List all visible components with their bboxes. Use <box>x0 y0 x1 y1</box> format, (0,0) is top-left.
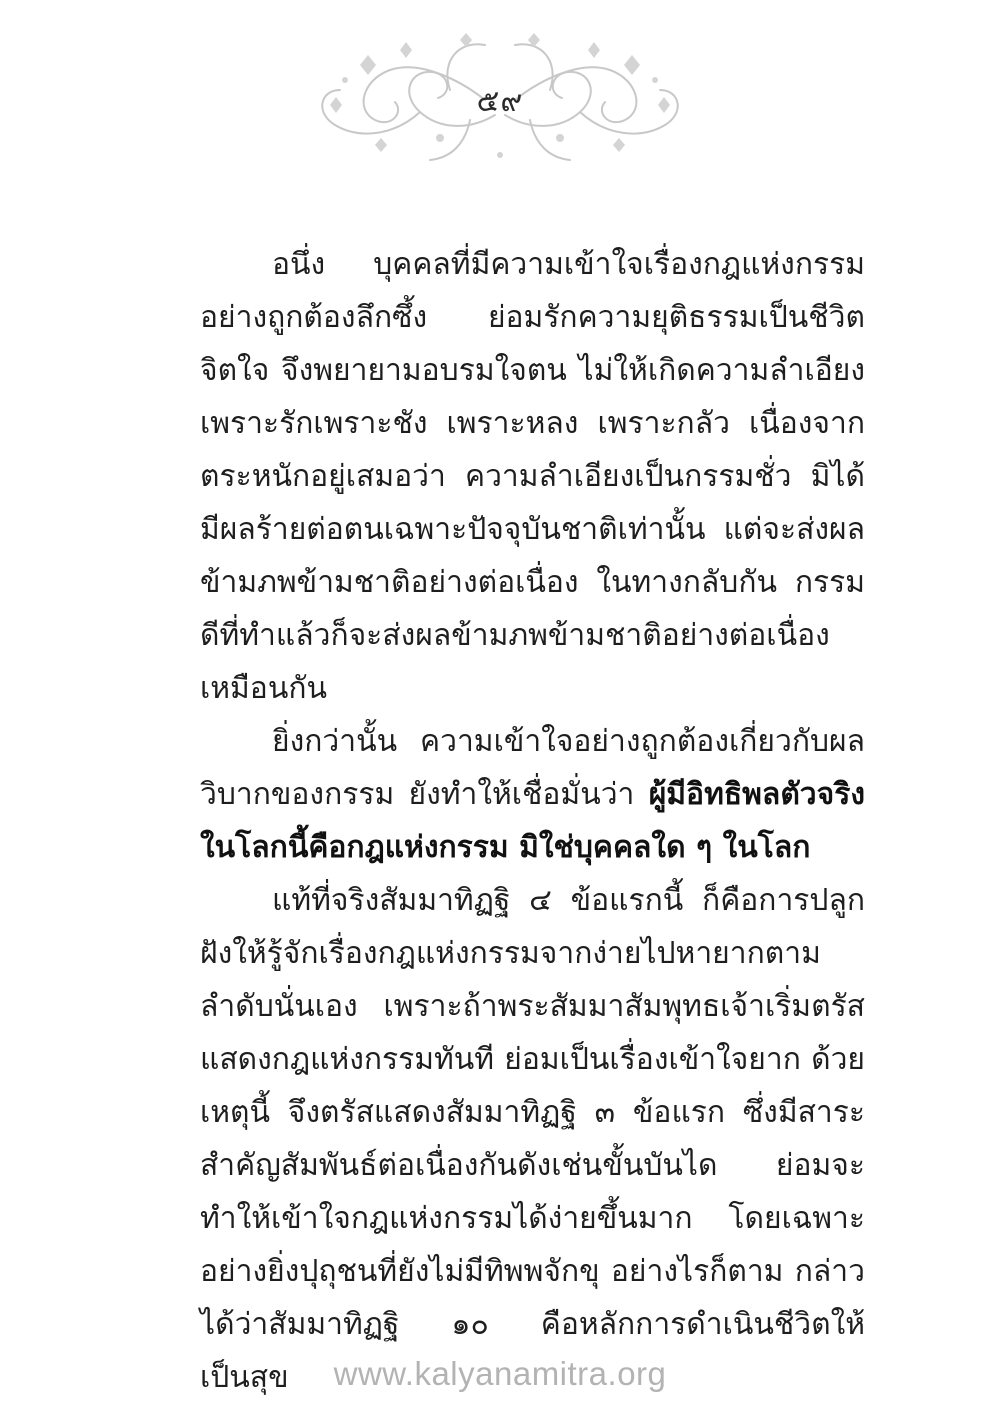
paragraph-text: ยิ่งกว่านั้น ความเข้าใจอย่างถูกต้องเกี่ยวกับผลวิบากของกรรม ยังทำให้เชื่อมั่นว่า <box>200 724 865 812</box>
page-number: ๕๙ <box>476 84 524 119</box>
paragraph: อนึ่ง บุคคลที่มีความเข้าใจเรื่องกฎแห่งกรรมอย่างถูกต้องลึกซึ้ง ย่อมรักความยุติธรรมเป็นชีวิตจิตใจ จึงพยายามอบรมใจตน ไม่ให้เกิดความลำเอียงเพราะรักเพราะชัง เพราะหลง เพราะกลัว เนื่องจากตระหนักอยู่เสมอว่า ความลำเอียงเป็นกรรมชั่ว มิได้มีผลร้ายต่อตนเฉพาะปัจจุบันชาติเท่านั้น แต่จะส่งผลข้ามภพข้ามชาติอย่างต่อเนื่อง ในทางกลับกัน กรรมดีที่ทำแล้วก็จะส่งผลข้ามภพข้ามชาติอย่างต่อเนื่องเหมือนกัน <box>200 247 865 706</box>
paragraph: แท้ที่จริงสัมมาทิฏฐิ ๔ ข้อแรกนี้ ก็คือการปลูกฝังให้รู้จักเรื่องกฎแห่งกรรมจากง่ายไปหายากตามลำดับนั่นเอง เพราะถ้าพระสัมมาสัมพุทธเจ้าเริ่มตรัสแสดงกฎแห่งกรรมทันที ย่อมเป็นเรื่องเข้าใจยาก ด้วยเหตุนี้ จึงตรัสแสดงสัมมาทิฏฐิ ๓ ข้อแรก ซึ่งมีสาระสำคัญสัมพันธ์ต่อเนื่องกันดังเช่นขั้นบันได ย่อมจะทำให้เข้าใจกฎแห่งกรรมได้ง่ายขึ้นมาก โดยเฉพาะอย่างยิ่งปุถุชนที่ยังไม่มีทิพพจักขุ อย่างไรก็ตาม กล่าวได้ว่าสัมมาทิฏฐิ ๑๐ คือหลักการดำเนินชีวิตให้เป็นสุข <box>200 883 865 1395</box>
paragraph <box>200 715 865 874</box>
footer-url: www.kalyanamitra.org <box>333 1355 667 1392</box>
emphasized-text: ผู้มีอิทธิพลตัวจริงในโลกนี้คือกฎแห่งกรรม มิใช่บุคคลใด ๆ ในโลก <box>200 777 865 865</box>
body-text <box>200 238 865 1404</box>
